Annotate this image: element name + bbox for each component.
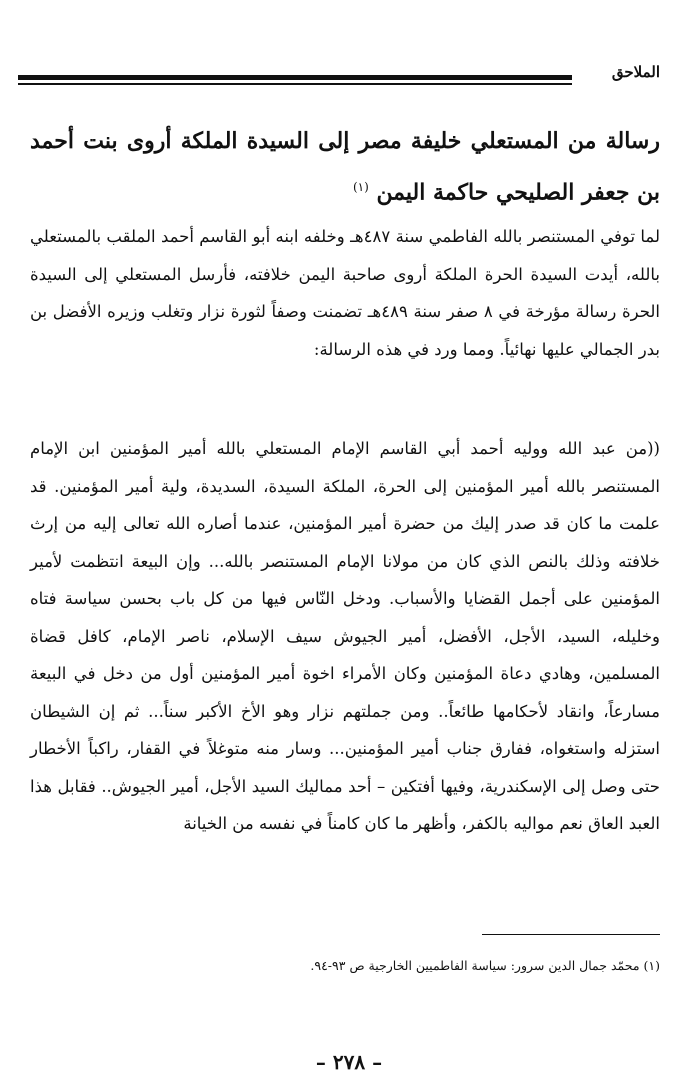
header-rule-thick bbox=[18, 75, 572, 80]
running-head: الملاحق bbox=[611, 63, 660, 81]
footnote-marker: (١) bbox=[352, 180, 369, 194]
body-paragraph-letter: ((من عبد الله ووليه أحمد أبي القاسم الإمام المستعلي بالله أمير المؤمنين ابن الإمام المستنصر بالله أمير المؤمنين إلى الحرة، الملكة السيدة، السديدة، ولية أمير المؤمنين. قد علمت ما كان قد صدر إليك من حضرة أمير المؤمنين، عندما أصاره الله تعالى إليه من إرث خلافته وذلك بالنص الذي كان من مولانا الإمام المستنصر بالله... وإن البيعة انتظمت لأمير المؤمنين على أجمل القضايا والأسباب. ودخل النّاس فيها من كل باب بحسن سياسة فتاه وخليله، السيد، الأجل، الأفضل، أمير الجيوش سيف الإسلام، ناصر الإمام، كافل قضاة المسلمين، وهادي دعاة المؤمنين وكان الأمراء اخوة أمير المؤمنين أول من دخل في البيعة مسارعاً، وانقاد لأحكامها طائعاً.. ومن جملتهم نزار وهو الأخ الأكبر سناً... ثم إن الشيطان استزله واستغواه، ففارق جناب أمير المؤمنين... وسار منه متوغلاً في القفار، راكباً الأخطار حتى وصل إلى الإسكندرية، وفيها أفتكين – أحد مماليك السيد الأجل، أمير الجيوش.. فقابل هذا العبد العاق نعم مواليه بالكفر، وأظهر ما كان كامناً في نفسه من الخيانة bbox=[30, 439, 660, 833]
chapter-title bbox=[30, 118, 660, 215]
footnote-rule bbox=[482, 934, 660, 935]
body-paragraph-intro: لما توفي المستنصر بالله الفاطمي سنة ٤٨٧هـ وخلفه ابنه أبو القاسم أحمد الملقب بالمستعلي بالله، أيدت السيدة الحرة الملكة أروى صاحبة اليمن خلافته، فأرسل المستعلي إلى السيدة الحرة رسالة مؤرخة في ٨ صفر سنة ٤٨٩هـ تضمنت وصفاً لثورة نزار وتغلب وزيره الأفضل بن بدر الجمالي عليها نهائياً. ومما ورد في هذه الرسالة: bbox=[30, 227, 660, 359]
header-rule-thin bbox=[18, 83, 572, 85]
chapter-title-text: رسالة من المستعلي خليفة مصر إلى السيدة الملكة أروى بنت أحمد بن جعفر الصليحي حاكمة اليمن bbox=[30, 128, 660, 206]
footnote: (١) محمّد جمال الدين سرور: سياسة الفاطميين الخارجية ص ٩٣-٩٤. bbox=[310, 958, 660, 973]
page-number: – ٢٧٨ – bbox=[315, 1050, 383, 1074]
